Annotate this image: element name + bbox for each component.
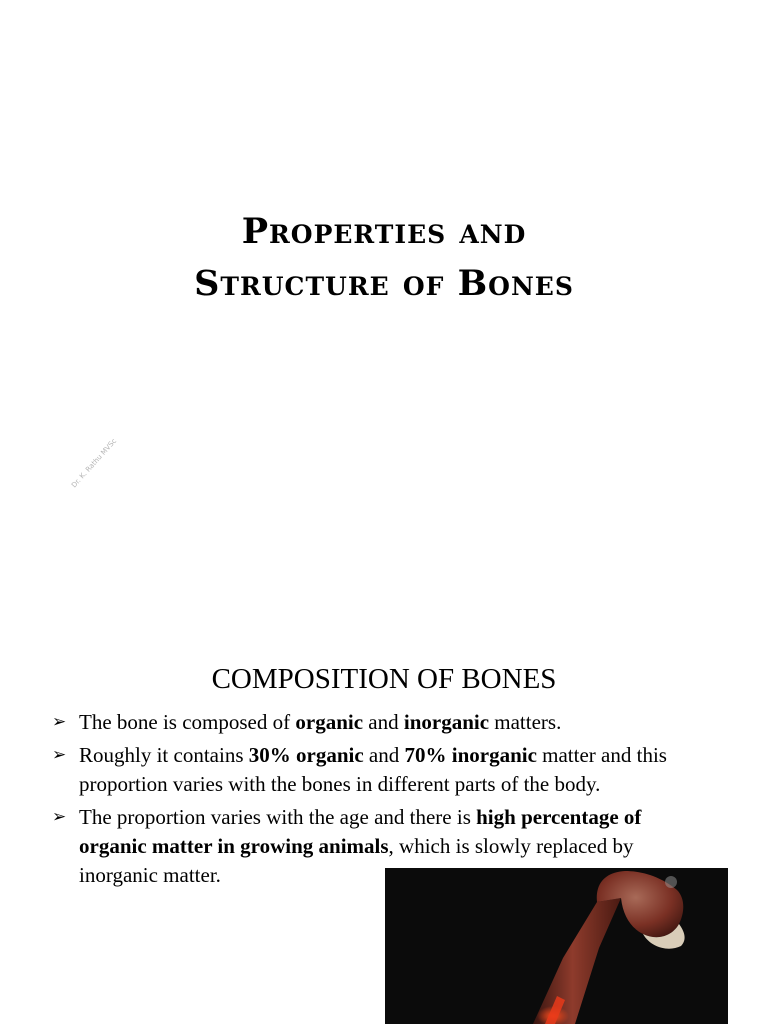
slide-title: [0, 206, 768, 310]
arrow-bullet-icon: ➢: [52, 712, 67, 732]
text-segment: , which is slowly replaced by inorganic matter.: [79, 834, 634, 887]
text-segment: Roughly it contains: [79, 743, 249, 767]
bullet-item: [52, 708, 712, 737]
text-segment: The proportion varies with the age and there is: [79, 805, 477, 829]
bone-illustration: [385, 868, 728, 1024]
composition-bullet-list: [52, 708, 712, 894]
text-segment-bold: organic: [295, 710, 364, 734]
title-line-1: Properties and: [241, 211, 527, 252]
text-segment: matters.: [489, 710, 562, 734]
text-segment: and: [363, 743, 405, 767]
text-segment: and: [363, 710, 404, 734]
bullet-text-2: [79, 743, 667, 796]
text-segment-bold: high percentage of organic matter in growing animals: [79, 805, 642, 858]
arrow-bullet-icon: ➢: [52, 807, 67, 827]
text-segment: matter and this proportion varies with the bones in different parts of the body.: [79, 743, 667, 796]
arrow-bullet-icon: ➢: [52, 745, 67, 765]
bone-3d-image: [385, 868, 728, 1024]
text-segment-bold: inorganic: [403, 710, 490, 734]
text-segment-bold: 30% organic: [248, 743, 364, 767]
text-segment-bold: 70% inorganic: [404, 743, 537, 767]
bullet-item: [52, 741, 712, 799]
title-line-2: Structure of Bones: [194, 263, 574, 304]
bullet-text-1: [79, 710, 561, 734]
author-watermark: Dr. K. Rathu MVSc: [70, 437, 119, 490]
section-heading: COMPOSITION OF BONES: [211, 663, 557, 695]
text-segment: The bone is composed of: [79, 710, 296, 734]
